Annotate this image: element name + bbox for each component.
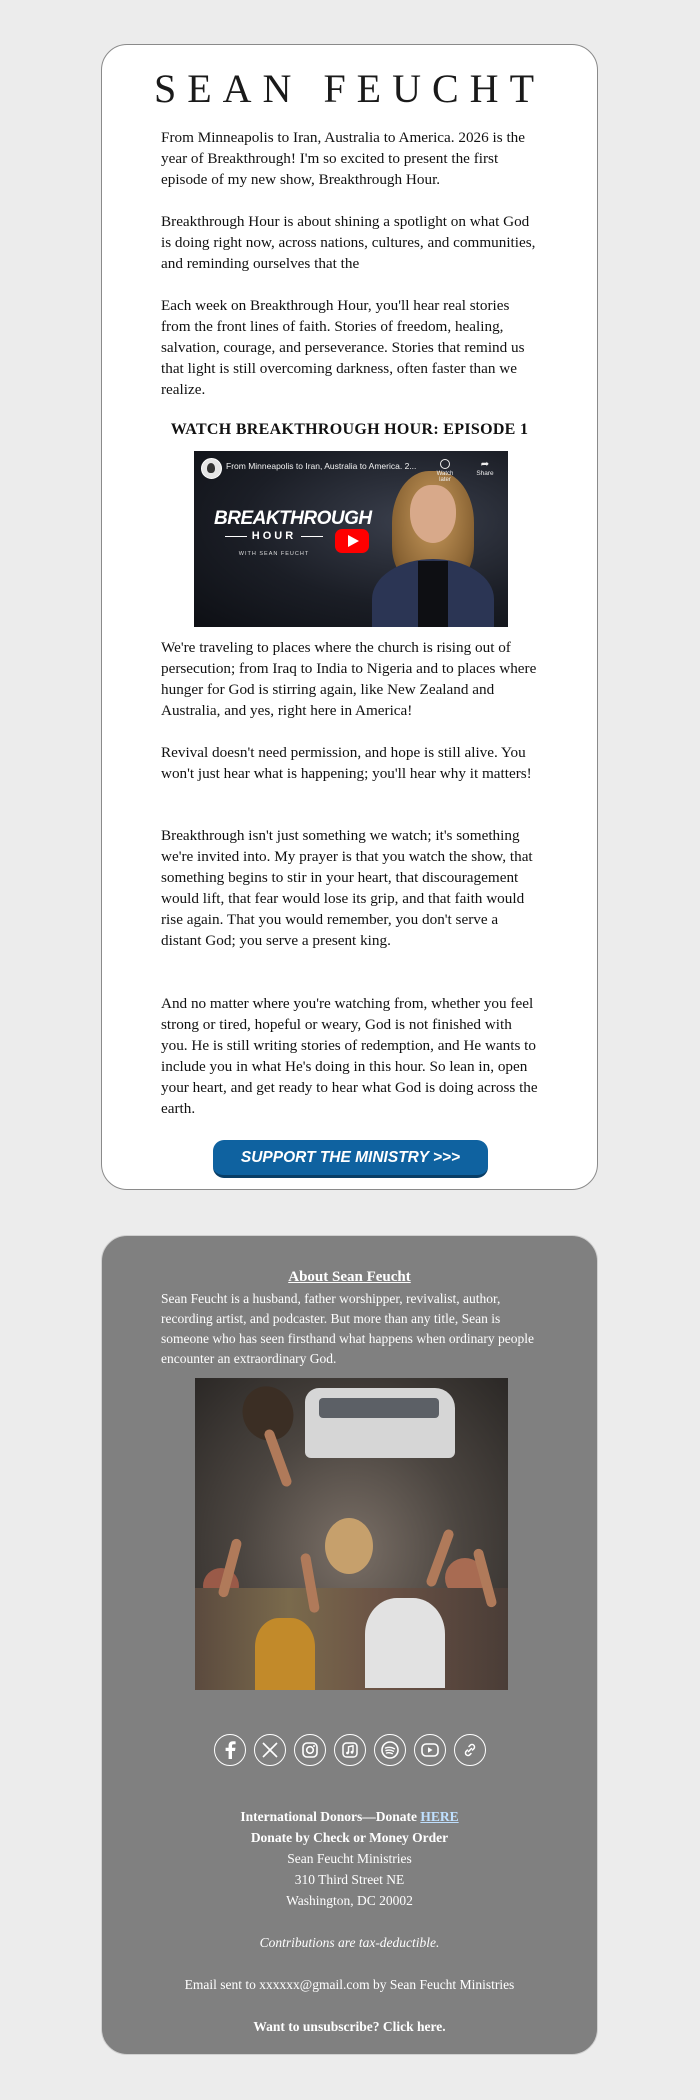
donate-by-check: Donate by Check or Money Order [250,1830,449,1845]
share-label: Share [476,470,494,477]
host-portrait [372,471,492,627]
main-email-card [101,44,598,1190]
body-paragraph-6: Breakthrough isn't just something we watch; it's something we're invited into. My prayer is that you watch the show, that something begins to stir in your heart, that discouragement would lift, that fear would lose its grip, and that faith would rise again. That you would remember, you don't serve a distant God; you serve a present king. [161,827,533,949]
tax-deductible-note: Contributions are tax-deductible. [259,1935,440,1950]
play-button-icon[interactable] [335,529,369,553]
about-text: Sean Feucht is a husband, father worshipper, revivalist, author, recording artist, and podcaster. But more than any title, Sean is someone who has seen firsthand what happens when ordinary people encounter an extraordinary God. [161,1291,535,1366]
watch-later-button[interactable] [430,459,460,483]
about-title: About Sean Feucht [288,1269,411,1285]
x-icon[interactable] [254,1734,286,1766]
city-address: Washington, DC 20002 [286,1893,413,1908]
spotify-icon[interactable] [374,1734,406,1766]
youtube-icon[interactable] [414,1734,446,1766]
intro-paragraph-2: Breakthrough Hour is about shining a spotlight on what God is doing right now, across nations, cultures, and communities, and reminding ourselves that the [161,213,536,272]
unsubscribe-link[interactable]: Want to unsubscribe? Click here. [253,2019,446,2034]
show-logo [214,508,372,557]
international-donors-text: International Donors—Donate [240,1809,421,1824]
donate-here-link[interactable]: HERE [420,1809,459,1824]
brand-logo: SEAN FEUCHT [153,66,546,111]
international-donors-line [102,1807,597,1827]
show-logo-line1: BREAKTHROUGH [214,508,372,529]
show-logo-line3: WITH SEAN FEUCHT [238,551,310,557]
street-address: 310 Third Street NE [294,1872,405,1887]
clock-icon [440,459,450,469]
apple-music-icon[interactable] [334,1734,366,1766]
org-name: Sean Feucht Ministries [287,1851,412,1866]
channel-avatar-icon[interactable] [201,458,222,479]
show-logo-line2: HOUR [214,529,334,543]
intro-paragraph-3: Each week on Breakthrough Hour, you'll hear real stories from the front lines of faith. Stories of freedom, healing, salvation, courage, and perseverance. Stories that remind us that light is still overcoming darkness, often faster than we realize. [161,297,525,398]
share-icon: ➦ [480,459,490,470]
body-paragraph-7: And no matter where you're watching from, whether you feel strong or tired, hopeful or weary, God is not finished with you. He is still writing stories of redemption, and He wants to include you in what He's doing in this hour. So lean in, open your heart, and get ready to hear what God is doing across the earth. [161,995,538,1117]
email-sent-note: Email sent to xxxxxx@gmail.com by Sean Feucht Ministries [184,1977,515,1992]
footer-card [101,1235,598,2055]
video-thumbnail[interactable] [194,451,508,627]
body-paragraph-4: We're traveling to places where the church is rising out of persecution; from Iraq to India to Nigeria and to places where hunger for God is stirring again, like New Zealand and Australia, and yes, right here in America! [161,639,537,719]
facebook-icon[interactable] [214,1734,246,1766]
video-title[interactable]: From Minneapolis to Iran, Australia to America. 2... [226,461,417,471]
instagram-icon[interactable] [294,1734,326,1766]
link-icon[interactable] [454,1734,486,1766]
video-headline: WATCH BREAKTHROUGH HOUR: EPISODE 1 [170,421,529,438]
intro-paragraph-1: From Minneapolis to Iran, Australia to America. 2026 is the year of Breakthrough! I'm so excited to present the first episode of my new show, Breakthrough Hour. [161,129,526,188]
support-ministry-button[interactable]: SUPPORT THE MINISTRY >>> [213,1140,488,1178]
social-links [102,1734,597,1768]
body-paragraph-5: Revival doesn't need permission, and hope is still alive. You won't just hear what is happening; you'll hear why it matters! [161,744,532,782]
watch-later-label: Watch later [436,471,454,483]
share-button[interactable] [470,459,500,477]
ministry-photo [195,1378,508,1690]
